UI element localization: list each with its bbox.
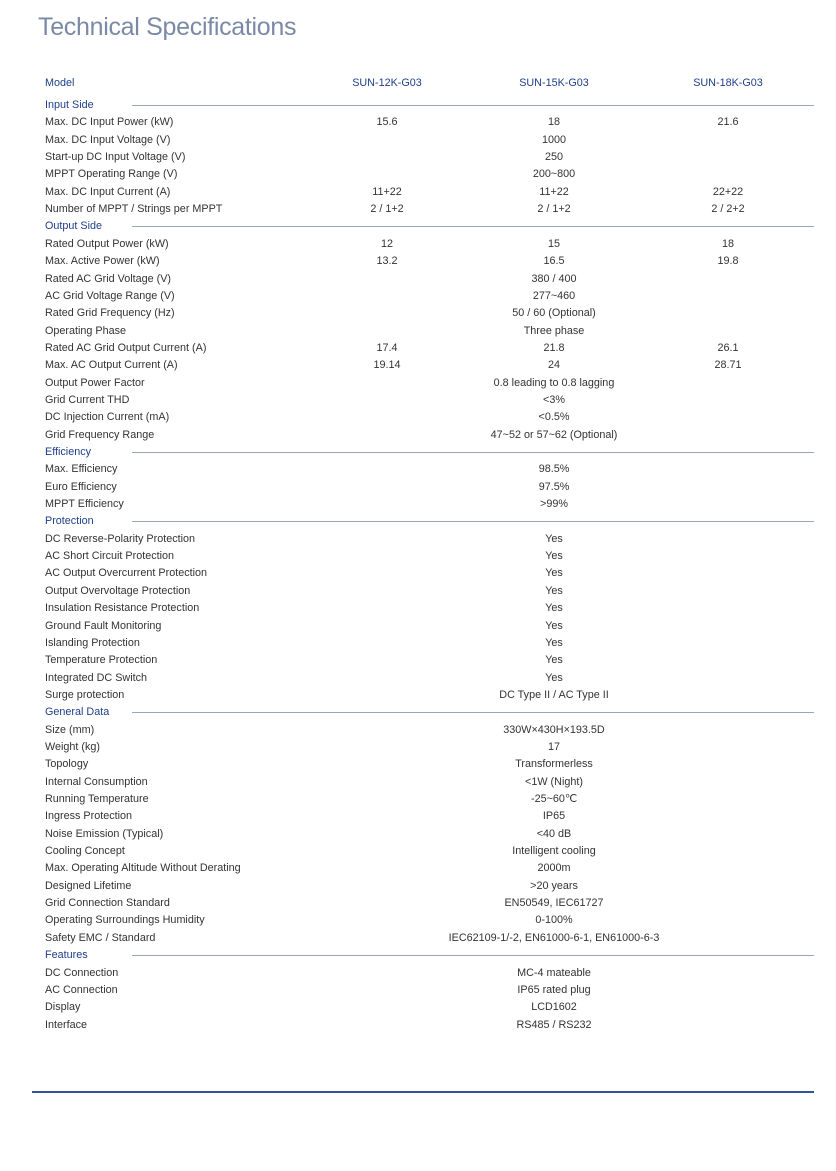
footer-divider [32,1091,814,1093]
spec-label: Designed Lifetime [45,879,132,892]
spec-label: Ingress Protection [45,810,133,823]
spec-label: Number of MPPT / Strings per MPPT [45,203,223,216]
spec-row [0,149,836,166]
spec-value-sun-18k: 26.1 [717,341,739,354]
spec-value: <1W (Night) [525,775,583,788]
spec-label: Internal Consumption [45,775,148,788]
section-heading: Protection [45,515,94,528]
spec-label: AC Short Circuit Protection [45,550,175,563]
spec-value: Yes [545,636,563,649]
model-sun-12k: SUN-12K-G03 [352,77,422,89]
spec-row [0,791,836,808]
spec-value: DC Type II / AC Type II [499,688,609,701]
spec-row [0,305,836,322]
spec-value: Yes [545,619,563,632]
spec-row [0,895,836,912]
spec-row [0,912,836,929]
spec-value: 17 [547,740,560,753]
spec-value: IEC62109-1/-2, EN61000-6-1, EN61000-6-3 [448,931,660,944]
spec-row [0,687,836,704]
spec-row [0,965,836,982]
spec-label: Insulation Resistance Protection [45,602,200,615]
spec-value: 97.5% [538,480,570,493]
spec-value: 380 / 400 [531,272,577,285]
spec-label: Rated AC Grid Voltage (V) [45,272,172,285]
spec-value-sun-12k: 17.4 [376,341,398,354]
spec-row [0,774,836,791]
section-output [0,218,836,235]
spec-value: 0.8 leading to 0.8 lagging [493,376,615,389]
spec-row [0,739,836,756]
spec-row [0,600,836,617]
spec-value: <0.5% [538,411,570,424]
spec-row [0,132,836,149]
section-divider [132,226,814,227]
spec-value: Yes [545,671,563,684]
section-heading: Output Side [45,220,103,233]
spec-label: Euro Efficiency [45,480,117,493]
spec-label: Display [45,1001,81,1014]
section-divider [132,712,814,713]
section-general [0,704,836,721]
model-row [0,75,836,92]
section-protection [0,513,836,530]
spec-row [0,357,836,374]
spec-label: Grid Current THD [45,393,130,406]
spec-value: 47~52 or 57~62 (Optional) [490,428,618,441]
spec-value-sun-15k: 24 [547,359,560,372]
spec-label: MPPT Efficiency [45,498,124,511]
spec-label: AC Output Overcurrent Protection [45,567,208,580]
spec-value: IP65 [542,810,566,823]
spec-value-sun-12k: 2 / 1+2 [370,203,404,216]
spec-row [0,392,836,409]
section-divider [132,521,814,522]
spec-label: Max. DC Input Power (kW) [45,116,174,129]
spec-value-sun-18k: 19.8 [717,255,739,268]
model-sun-18k: SUN-18K-G03 [693,77,763,89]
spec-value: EN50549, IEC61727 [504,897,604,910]
spec-label: Rated AC Grid Output Current (A) [45,341,207,354]
spec-value-sun-15k: 2 / 1+2 [537,203,571,216]
spec-value-sun-15k: 16.5 [543,255,565,268]
page-title: Technical Specifications [38,13,297,41]
section-efficiency [0,444,836,461]
spec-value-sun-12k: 15.6 [376,116,398,129]
spec-row [0,843,836,860]
section-divider [132,955,814,956]
spec-value-sun-18k: 22+22 [712,185,744,198]
spec-value-sun-15k: 15 [547,237,560,250]
spec-label: MPPT Operating Range (V) [45,168,178,181]
spec-value-sun-12k: 12 [380,237,393,250]
spec-value: 330W×430H×193.5D [503,723,605,736]
spec-row [0,860,836,877]
spec-value: Transformerless [515,758,593,771]
spec-value: 0-100% [535,914,573,927]
spec-label: Max. DC Input Current (A) [45,185,171,198]
spec-label: Temperature Protection [45,654,158,667]
spec-label: Surge protection [45,688,125,701]
spec-row [0,531,836,548]
spec-label: Operating Surroundings Humidity [45,914,205,927]
spec-label: Max. Efficiency [45,463,118,476]
spec-value: LCD1602 [531,1001,577,1014]
spec-value-sun-12k: 19.14 [373,359,401,372]
spec-label: Max. Operating Altitude Without Derating [45,862,241,875]
spec-value-sun-12k: 13.2 [376,255,398,268]
section-heading: Input Side [45,99,94,111]
spec-row [0,982,836,999]
section-input [0,97,836,114]
model-label: Model [45,77,75,89]
spec-label: AC Connection [45,983,118,996]
spec-row [0,652,836,669]
spec-label: Operating Phase [45,324,127,337]
spec-label: Max. Active Power (kW) [45,255,160,268]
spec-row [0,548,836,565]
spec-value: >20 years [530,879,578,892]
spec-label: DC Injection Current (mA) [45,411,170,424]
spec-label: Rated Grid Frequency (Hz) [45,307,175,320]
spec-label: Safety EMC / Standard [45,931,156,944]
spec-label: Max. AC Output Current (A) [45,359,178,372]
section-heading: Efficiency [45,446,92,458]
spec-label: DC Reverse-Polarity Protection [45,532,196,545]
spec-row [0,826,836,843]
spec-row [0,722,836,739]
spec-row [0,427,836,444]
spec-label: Running Temperature [45,793,149,805]
spec-value: RS485 / RS232 [516,1018,592,1031]
spec-label: Topology [45,758,89,771]
spec-label: Grid Frequency Range [45,428,155,441]
spec-value-sun-18k: 2 / 2+2 [711,203,745,216]
spec-value: 50 / 60 (Optional) [512,307,596,320]
spec-value: Yes [545,532,563,545]
spec-value: -25~60℃ [530,793,578,805]
section-divider [132,105,814,106]
spec-row [0,114,836,131]
spec-value: Yes [545,584,563,597]
spec-value-sun-15k: 21.8 [543,341,565,354]
spec-row [0,635,836,652]
spec-value-sun-12k: 11+22 [372,185,402,198]
spec-row [0,618,836,635]
spec-label: Noise Emission (Typical) [45,827,164,840]
spec-value: <3% [543,393,565,406]
spec-row [0,583,836,600]
spec-row [0,930,836,947]
spec-row [0,670,836,687]
spec-row [0,409,836,426]
spec-value: Yes [545,567,563,580]
spec-value: <40 dB [536,827,572,840]
spec-value: IP65 rated plug [517,983,591,996]
section-heading: Features [45,949,88,962]
spec-label: Start-up DC Input Voltage (V) [45,151,186,164]
spec-label: Interface [45,1018,88,1031]
spec-value: Yes [545,550,563,563]
spec-value-sun-18k: 28.71 [714,359,742,372]
spec-row [0,271,836,288]
spec-value: >99% [540,498,568,511]
spec-row [0,479,836,496]
model-sun-15k: SUN-15K-G03 [519,77,589,89]
spec-value-sun-15k: 11+22 [539,185,569,198]
spec-row [0,323,836,340]
spec-value: MC-4 mateable [517,966,591,979]
spec-label: Islanding Protection [45,636,140,649]
section-features [0,947,836,964]
spec-row [0,201,836,218]
spec-value-sun-18k: 18 [721,237,734,250]
spec-row [0,756,836,773]
spec-row [0,565,836,582]
spec-label: Max. DC Input Voltage (V) [45,133,171,146]
spec-value: 250 [544,151,563,164]
spec-row [0,496,836,513]
spec-label: Cooling Concept [45,845,125,858]
spec-value: 2000m [537,862,571,875]
spec-row [0,878,836,895]
spec-label: Integrated DC Switch [45,671,148,684]
spec-label: Weight (kg) [45,740,101,753]
spec-label: AC Grid Voltage Range (V) [45,289,175,302]
spec-label: Output Power Factor [45,376,145,389]
spec-row [0,808,836,825]
spec-row [0,461,836,478]
spec-value: 277~460 [532,289,576,302]
spec-value: Yes [545,654,563,667]
spec-row [0,1017,836,1034]
section-divider [132,452,814,453]
spec-label: Ground Fault Monitoring [45,619,162,632]
spec-row [0,166,836,183]
spec-row [0,999,836,1016]
spec-value: 98.5% [538,463,570,476]
spec-row [0,184,836,201]
spec-value: 200~800 [532,168,576,181]
spec-row [0,375,836,392]
spec-row [0,236,836,253]
spec-label: Output Overvoltage Protection [45,584,191,597]
spec-row [0,340,836,357]
spec-value-sun-15k: 18 [547,116,560,129]
spec-label: Grid Connection Standard [45,897,170,910]
spec-label: DC Connection [45,966,119,979]
spec-value: Three phase [523,324,585,337]
spec-value: Yes [545,602,563,615]
spec-label: Size (mm) [45,723,95,736]
spec-row [0,253,836,270]
spec-value: 1000 [541,133,567,146]
spec-value: Intelligent cooling [512,845,596,858]
section-heading: General Data [45,706,110,719]
spec-label: Rated Output Power (kW) [45,237,169,250]
spec-row [0,288,836,305]
spec-value-sun-18k: 21.6 [717,116,739,129]
